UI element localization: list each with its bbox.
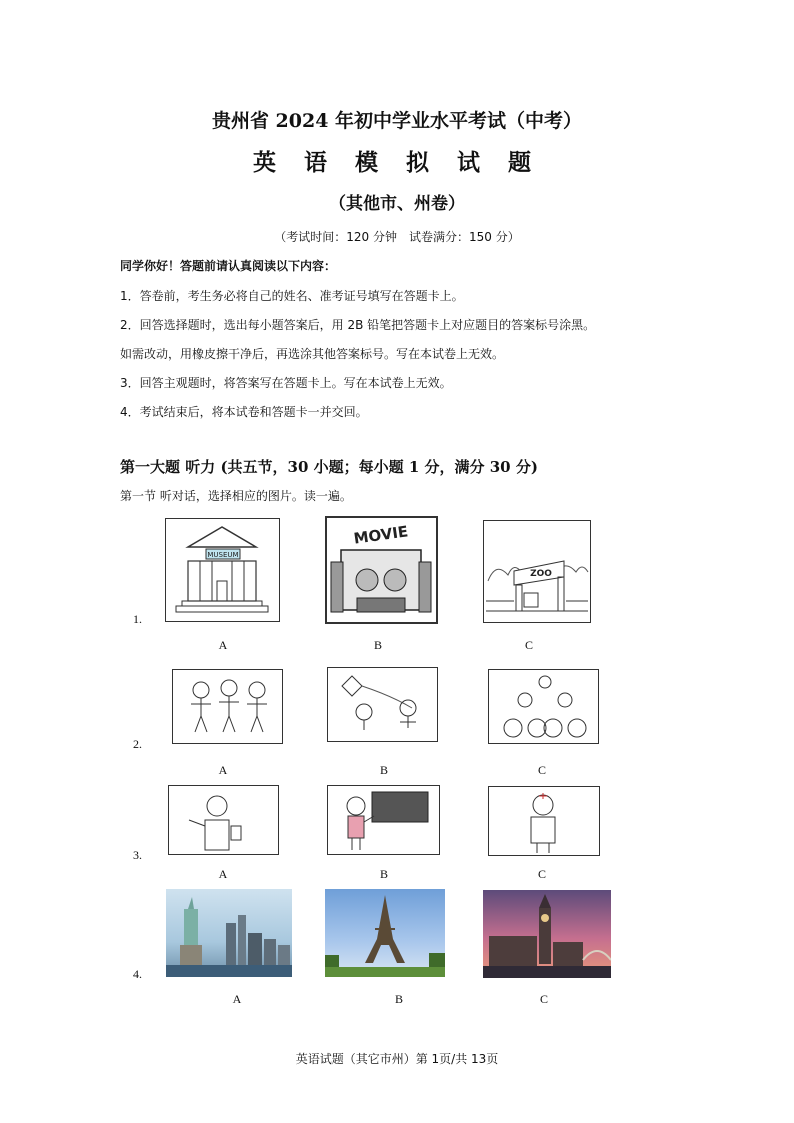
option-letter: C bbox=[524, 638, 533, 652]
exam-subtitle: 英 语 模 拟 试 题 bbox=[252, 149, 542, 176]
zoo-picture bbox=[483, 520, 591, 623]
exam-time-info: （考试时间：120 分钟 试卷满分：150 分） bbox=[274, 230, 520, 244]
eiffel-tower-photo bbox=[325, 889, 445, 977]
instructions-greeting: 同学你好！答题前请认真阅读以下内容： bbox=[120, 259, 337, 273]
svg-text:ZOO: ZOO bbox=[530, 569, 552, 579]
option-letter: A bbox=[218, 763, 228, 777]
section-heading: 第一大题 听力 (共五节，30 小题；每小题 1 分，满分 30 分) bbox=[120, 458, 538, 476]
option-letter: B bbox=[379, 867, 388, 881]
option-letter: C bbox=[539, 992, 548, 1006]
children-walking-picture bbox=[172, 669, 283, 744]
doctor-picture bbox=[488, 786, 600, 856]
scientist-picture bbox=[168, 785, 279, 855]
instruction-item: 1．答卷前，考生务必将自己的姓名、准考证号填写在答题卡上。 bbox=[120, 289, 464, 303]
exam-title: 贵州省 2024 年初中学业水平考试（中考） bbox=[211, 110, 583, 132]
part-heading: 第一节 听对话，选择相应的图片。读一遍。 bbox=[120, 489, 352, 503]
option-letter: A bbox=[218, 638, 228, 652]
option-letter: B bbox=[394, 992, 403, 1006]
paper-type: （其他市、州卷） bbox=[329, 194, 465, 214]
question-number: 2. bbox=[133, 737, 142, 751]
question-number: 4. bbox=[133, 967, 142, 981]
instruction-item: 2．回答选择题时，选出每小题答案后，用 2B 铅笔把答题卡上对应题目的答案标号涂黑。 bbox=[120, 318, 596, 332]
svg-text:MOVIE: MOVIE bbox=[352, 522, 410, 548]
question-number: 3. bbox=[133, 848, 142, 862]
children-bikes-picture bbox=[488, 669, 599, 744]
big-ben-photo bbox=[483, 890, 611, 978]
question-number: 1. bbox=[133, 612, 142, 626]
movie-theater-picture bbox=[325, 516, 438, 624]
option-letter: C bbox=[537, 867, 546, 881]
option-letter: B bbox=[373, 638, 382, 652]
instruction-item: 4．考试结束后，将本试卷和答题卡一并交回。 bbox=[120, 405, 368, 419]
children-kite-picture bbox=[327, 667, 438, 742]
option-letter: A bbox=[218, 867, 228, 881]
svg-text:MUSEUM: MUSEUM bbox=[207, 551, 239, 559]
page-footer: 英语试题（其它市州）第 1页/共 13页 bbox=[295, 1052, 499, 1066]
option-letter: C bbox=[537, 763, 546, 777]
option-letter: A bbox=[232, 992, 242, 1006]
option-letter: B bbox=[379, 763, 388, 777]
statue-of-liberty-photo bbox=[166, 889, 292, 977]
instruction-item: 如需改动，用橡皮擦干净后，再选涂其他答案标号。写在本试卷上无效。 bbox=[120, 347, 505, 361]
instruction-item: 3．回答主观题时，将答案写在答题卡上。写在本试卷上无效。 bbox=[120, 376, 452, 390]
museum-picture bbox=[165, 518, 280, 622]
teacher-picture bbox=[327, 785, 440, 855]
